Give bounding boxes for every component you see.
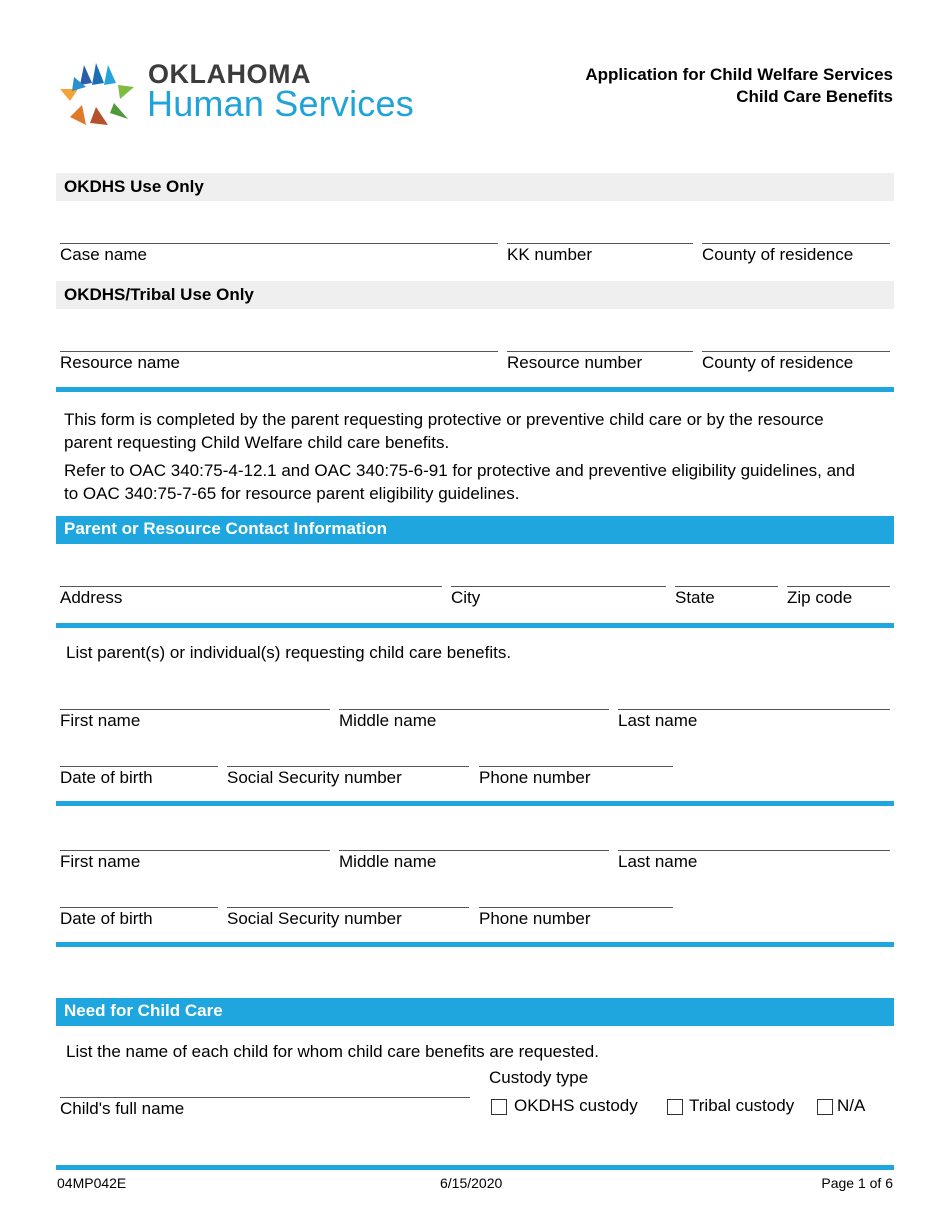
footer-divider (56, 1165, 894, 1170)
intro-paragraph-2: Refer to OAC 340:75-4-12.1 and OAC 340:75-6-91 for protective and preventive eligibility guidelines, and to OAC 340:75-7-65 for resource parent eligibility guidelines. (64, 461, 855, 503)
parent2-ssn-label: Social Security number (227, 909, 402, 928)
section-divider (56, 801, 894, 806)
resource-number-label: Resource number (507, 353, 643, 372)
zip-code-field[interactable] (787, 586, 890, 587)
form-title-line2: Child Care Benefits (736, 87, 893, 106)
form-date: 6/15/2020 (440, 1175, 503, 1191)
star-logo-icon (56, 55, 136, 135)
parent1-dob-label: Date of birth (60, 768, 153, 787)
need-instruction: List the name of each child for whom child care benefits are requested. (66, 1042, 599, 1061)
parent1-first-name-label: First name (60, 711, 141, 730)
child-full-name-label: Child's full name (60, 1099, 185, 1118)
tribal-custody-label: Tribal custody (689, 1096, 795, 1115)
parent1-phone-field[interactable] (479, 766, 673, 767)
resource-county-label: County of residence (702, 353, 854, 372)
zip-code-label: Zip code (787, 588, 853, 607)
parent2-dob-field[interactable] (60, 907, 218, 908)
state-field[interactable] (675, 586, 778, 587)
county-of-residence-label: County of residence (702, 245, 854, 264)
form-title (585, 64, 893, 108)
parent2-last-name-field[interactable] (618, 850, 890, 851)
city-label: City (451, 588, 481, 607)
address-label: Address (60, 588, 123, 607)
parent1-phone-label: Phone number (479, 768, 591, 787)
parent2-phone-field[interactable] (479, 907, 673, 908)
parent2-phone-label: Phone number (479, 909, 591, 928)
parent2-last-name-label: Last name (618, 852, 698, 871)
parent2-middle-name-label: Middle name (339, 852, 437, 871)
city-field[interactable] (451, 586, 666, 587)
na-custody-label: N/A (837, 1096, 866, 1115)
parent1-first-name-field[interactable] (60, 709, 330, 710)
form-title-line1: Application for Child Welfare Services (585, 65, 893, 84)
resource-name-label: Resource name (60, 353, 181, 372)
state-label: State (675, 588, 715, 607)
parent2-first-name-field[interactable] (60, 850, 330, 851)
kk-number-label: KK number (507, 245, 593, 264)
parent2-ssn-field[interactable] (227, 907, 469, 908)
need-section-heading: Need for Child Care (64, 1001, 223, 1020)
section-divider (56, 623, 894, 628)
parent2-first-name-label: First name (60, 852, 141, 871)
form-number: 04MP042E (57, 1175, 127, 1191)
parent2-dob-label: Date of birth (60, 909, 153, 928)
intro-paragraph-1: This form is completed by the parent requesting protective or preventive child care or by the resource parent requesting Child Welfare child care benefits. (64, 410, 824, 452)
resource-number-field[interactable] (507, 351, 693, 352)
resource-name-field[interactable] (60, 351, 498, 352)
okdhs-use-heading: OKDHS Use Only (64, 177, 204, 196)
parent1-last-name-field[interactable] (618, 709, 890, 710)
contact-section-heading: Parent or Resource Contact Information (64, 519, 388, 538)
case-name-field[interactable] (60, 243, 498, 244)
tribal-use-heading-bar (56, 281, 894, 309)
resource-county-field[interactable] (702, 351, 890, 352)
need-section-heading-bar (56, 998, 894, 1026)
parents-instruction: List parent(s) or individual(s) requesting child care benefits. (66, 643, 512, 662)
parent2-middle-name-field[interactable] (339, 850, 609, 851)
contact-section-heading-bar (56, 516, 894, 544)
section-divider (56, 942, 894, 947)
parent1-middle-name-field[interactable] (339, 709, 609, 710)
parent1-ssn-label: Social Security number (227, 768, 402, 787)
parent1-ssn-field[interactable] (227, 766, 469, 767)
section-divider (56, 387, 894, 392)
child-full-name-field[interactable] (60, 1097, 470, 1098)
logo-wordmark-top: OKLAHOMA (148, 59, 311, 89)
okdhs-custody-label: OKDHS custody (514, 1096, 638, 1115)
case-name-label: Case name (60, 245, 147, 264)
county-of-residence-field[interactable] (702, 243, 890, 244)
na-custody-checkbox[interactable] (817, 1099, 833, 1115)
okdhs-custody-checkbox[interactable] (491, 1099, 507, 1115)
parent1-dob-field[interactable] (60, 766, 218, 767)
address-field[interactable] (60, 586, 442, 587)
parent1-last-name-label: Last name (618, 711, 698, 730)
kk-number-field[interactable] (507, 243, 693, 244)
agency-logo (56, 55, 446, 135)
okdhs-use-heading-bar (56, 173, 894, 201)
logo-wordmark-bottom: Human Services (147, 83, 414, 124)
tribal-use-heading: OKDHS/Tribal Use Only (64, 285, 254, 304)
tribal-custody-checkbox[interactable] (667, 1099, 683, 1115)
page-number: Page 1 of 6 (821, 1175, 893, 1191)
parent1-middle-name-label: Middle name (339, 711, 437, 730)
custody-type-label: Custody type (489, 1068, 589, 1087)
